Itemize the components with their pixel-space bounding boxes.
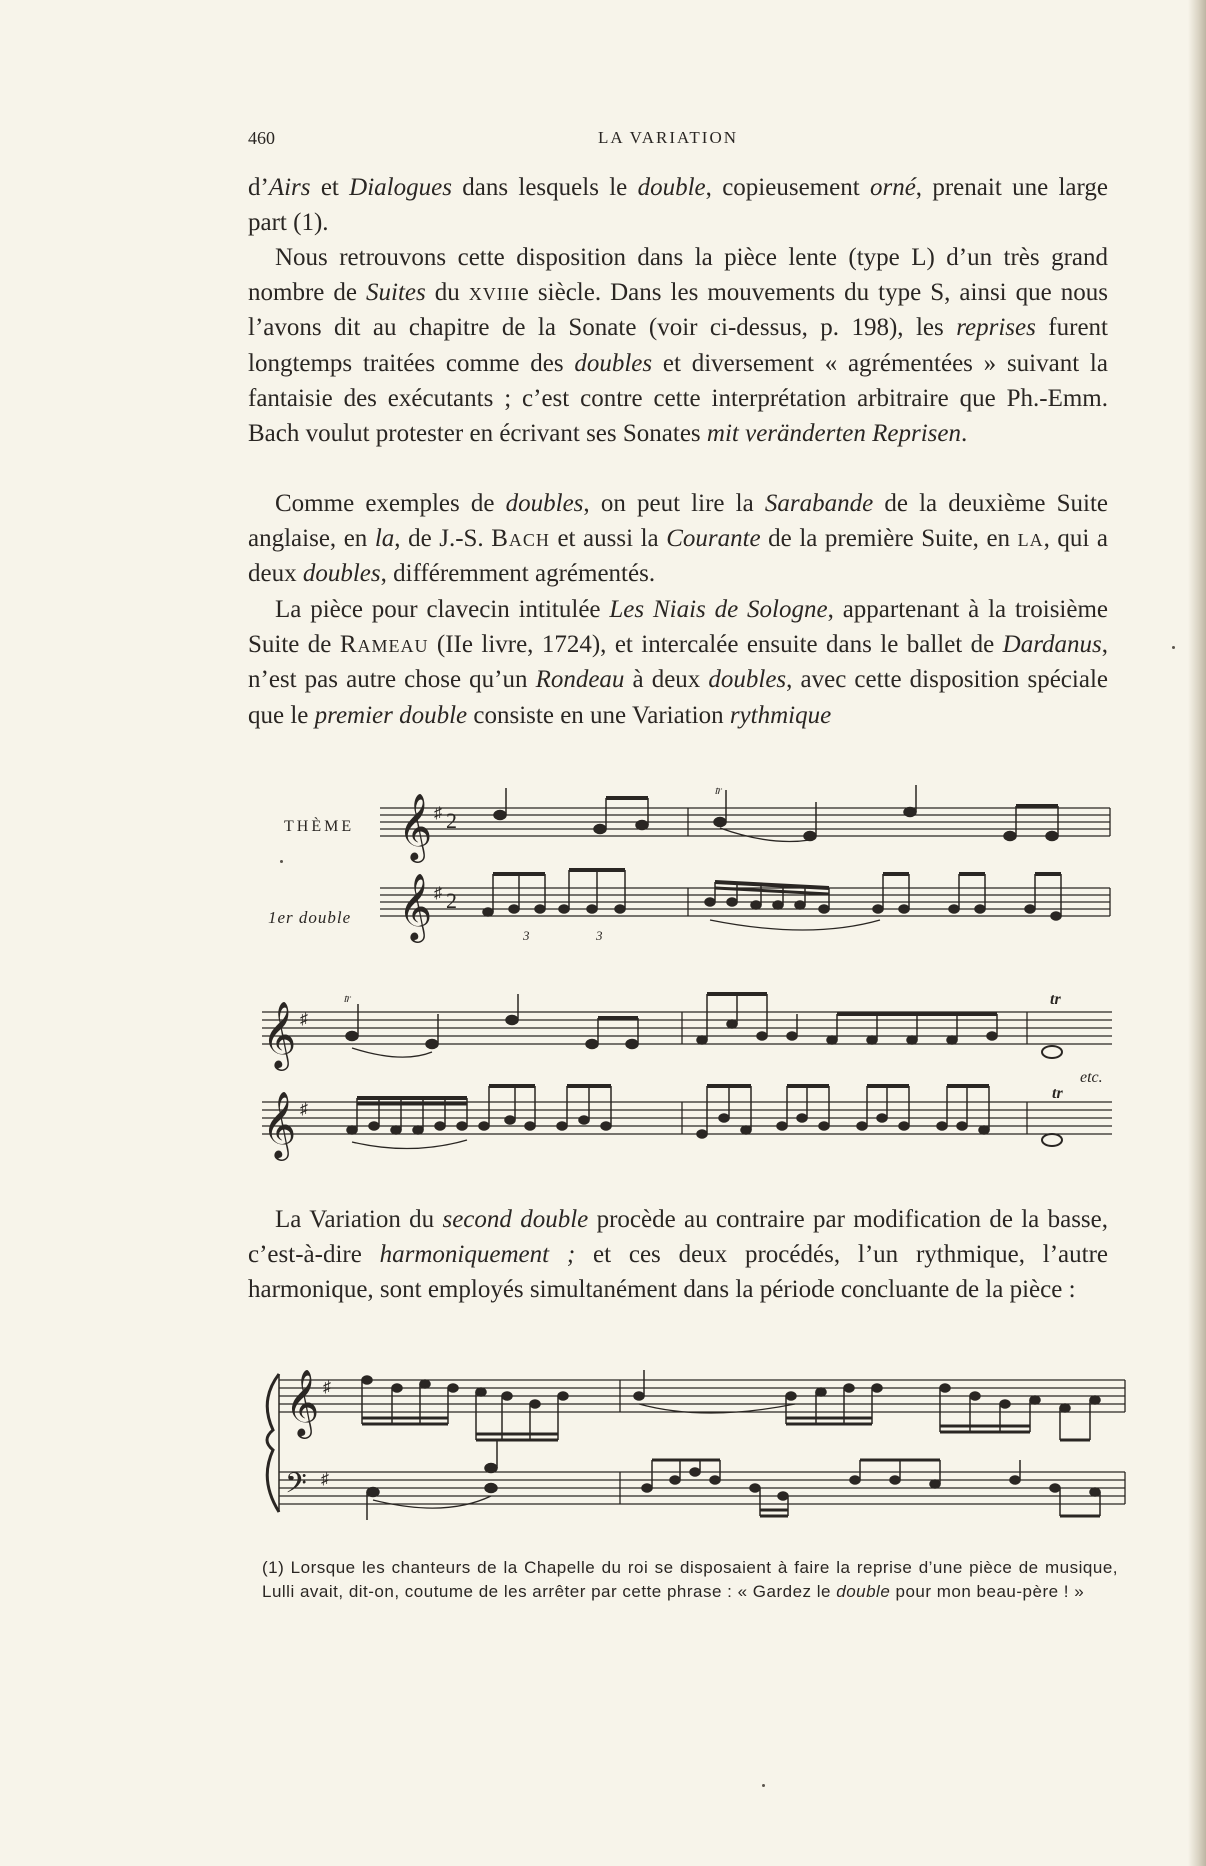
sharp-icon: ♯ — [300, 1101, 308, 1118]
continuation-notes-upper — [344, 991, 1062, 1058]
paper-speck — [280, 860, 283, 863]
paper-speck — [762, 1784, 765, 1787]
sharp-icon: ♯ — [321, 1471, 329, 1488]
first-double-label: 1er double — [268, 908, 352, 927]
paragraph-5: La Variation du second double procède au contraire par modification de la basse, c’est-à-dire harmoniquement ; et ces deux procédés, l’un rythmique, l’autre harmonique, sont employés simultanément dans la période concluante de la pièce : — [248, 1206, 1109, 1304]
etc-marking: etc. — [1080, 1069, 1103, 1086]
treble-clef-icon: 𝄞 — [398, 872, 433, 940]
continuation-notes-lower — [347, 1086, 1062, 1149]
grand-staff-treble — [279, 1380, 1125, 1412]
paragraph-4: La pièce pour clavecin intitulée Les Niais de Sologne, appartenant à la troisième Suite de Rameau (IIe livre, 1724), et intercalée ensuite dans le ballet de Dardanus, n’est pas autre chose qu’un Rondeau à deux doubles, avec cette disposition spéciale que le premier double consiste en une Variation rythmique — [248, 596, 1109, 729]
triplet-marking: 3 — [596, 928, 603, 943]
triplet-marking: 3 — [523, 928, 530, 943]
treble-clef-icon: 𝄞 — [262, 1090, 297, 1158]
grand-staff-bass — [279, 1472, 1125, 1504]
theme-notes — [494, 783, 1058, 842]
brace-icon — [267, 1374, 279, 1512]
treble-clef-icon: 𝄞 — [285, 1368, 320, 1436]
footnote: (1) Lorsque les chanteurs de la Chapelle du roi se disposaient à faire la reprise d’une pièce de musique, Lulli avait, dit-on, coutume de les arrêter par cette phrase : « Gardez le double pour mon beau-père ! » — [262, 1558, 1118, 1601]
page-edge-shadow — [1188, 0, 1206, 1866]
music-example-continuation — [262, 990, 1112, 1170]
trill-marking: tr — [1050, 991, 1061, 1008]
continuation-staff-upper — [262, 1012, 1112, 1044]
running-title: LA VARIATION — [598, 128, 739, 147]
paragraph-1: d’Airs et Dialogues dans lesquels le double, copieusement orné, prenait une large part (1). — [248, 174, 1108, 237]
music-example-grand-staff — [255, 1360, 1135, 1530]
treble-clef-icon: 𝄞 — [398, 792, 433, 860]
paragraph-3: Comme exemples de doubles, on peut lire la Sarabande de la deuxième Suite anglaise, en la, de J.-S. Bach et aussi la Courante de la première Suite, en la, qui a deux doubles, différemment agrémentés. — [248, 490, 1108, 588]
running-head — [248, 128, 1128, 158]
time-signature: 2 — [446, 888, 457, 913]
page-number: 460 — [248, 128, 275, 148]
theme-label: THÈME — [284, 818, 355, 835]
music-example-theme-and-double — [380, 780, 1120, 960]
double-notes — [483, 870, 1061, 943]
sharp-icon: ♯ — [323, 1379, 331, 1396]
sharp-icon: ♯ — [300, 1011, 308, 1028]
sharp-icon: ♯ — [434, 885, 442, 902]
treble-clef-icon: 𝄞 — [262, 1000, 297, 1068]
trill-marking: tr — [1052, 1085, 1063, 1102]
theme-staff — [380, 808, 1110, 836]
time-signature: 2 — [446, 808, 457, 833]
paragraph-2: Nous retrouvons cette disposition dans la pièce lente (type L) d’un très grand nombre de Suites du xviiie siècle. Dans les mouvements du type S, ainsi que nous l’avons dit au chapitre de la Sonate (voir ci-dessus, p. 198), les reprises furent longtemps traitées comme des doubles et diversement « agrémentées » suivant la fantaisie des exécutants ; c’est contre cette interprétation arbitraire que Ph.-Emm. Bach voulut protester en écrivant ses Sonates mit veränderten Reprisen. — [248, 244, 1109, 448]
paper-speck — [1172, 646, 1175, 649]
sharp-icon: ♯ — [434, 805, 442, 822]
svg-text:𝆖: 𝆖 — [344, 991, 351, 1005]
svg-text:𝆖: 𝆖 — [715, 783, 722, 797]
bass-clef-icon: 𝄢 — [285, 1467, 307, 1507]
